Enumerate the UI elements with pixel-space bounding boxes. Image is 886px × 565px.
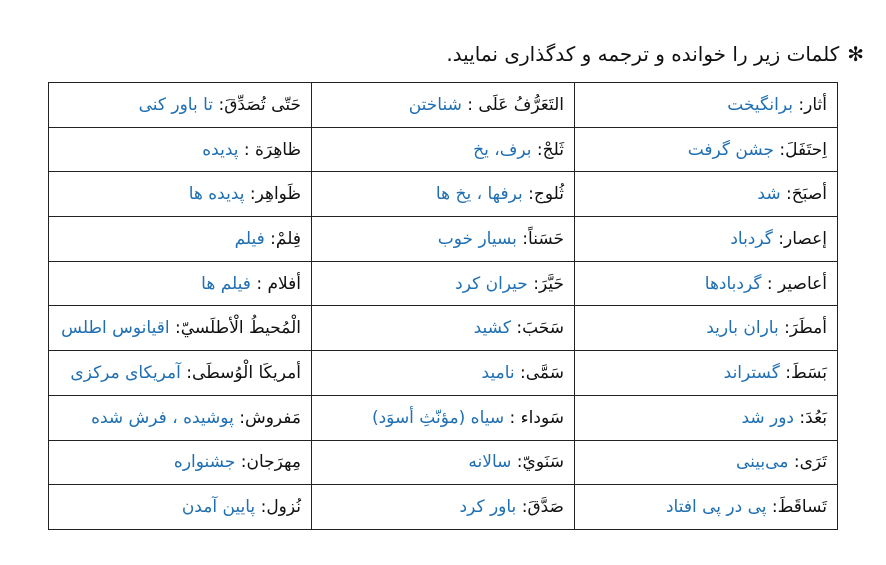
separator: : (504, 407, 521, 428)
persian-meaning: تا باور کنی (138, 94, 214, 115)
vocabulary-table (48, 82, 838, 530)
arabic-word: مِهرَجان (246, 452, 301, 473)
separator: : (772, 228, 784, 249)
asterisk-icon: ✻ (847, 42, 864, 66)
arabic-word: تَساقَطَ (777, 497, 827, 518)
vocab-cell (312, 351, 575, 396)
separator: : (779, 362, 791, 383)
vocab-cell (312, 395, 575, 440)
persian-meaning: پدیده (202, 139, 239, 160)
table-row (49, 395, 838, 440)
separator: : (774, 139, 786, 160)
separator: : (514, 362, 526, 383)
arabic-word: أعاصیر (778, 273, 827, 294)
separator: : (794, 407, 806, 428)
vocabulary-table-body (49, 83, 838, 530)
vocab-cell (575, 306, 838, 351)
arabic-word: مَفروش (244, 407, 301, 428)
instruction-line (446, 40, 864, 68)
arabic-word: اِحتَفَلَ (785, 139, 827, 160)
persian-meaning: پی در پی افتاد (665, 497, 767, 518)
arabic-word: سَمَّی (525, 362, 564, 383)
arabic-word: سَنَويّ (522, 452, 564, 473)
persian-meaning: پایین آمدن (181, 497, 256, 518)
arabic-word: حَسَناً (528, 228, 564, 249)
table-row (49, 440, 838, 485)
persian-meaning: پوشیده ، فرش شده (91, 407, 234, 428)
persian-meaning: نامید (481, 362, 515, 383)
separator: : (522, 184, 534, 205)
persian-meaning: جشنواره (173, 452, 236, 473)
vocab-cell (575, 127, 838, 172)
separator: : (255, 497, 267, 518)
arabic-word: التَعَرُّفُ عَلَی (478, 94, 564, 115)
arabic-word: حَتّی تُصَدِّقَ (224, 94, 301, 115)
arabic-word: ثَلجْ (542, 139, 564, 160)
separator: : (510, 318, 523, 339)
table-row (49, 351, 838, 396)
persian-meaning: باور کرد (459, 497, 517, 518)
persian-meaning: شد (757, 184, 781, 205)
persian-meaning: آمریکای مرکزی (70, 362, 181, 383)
vocab-cell (312, 261, 575, 306)
separator: : (180, 362, 193, 383)
persian-meaning: برانگیخت (727, 94, 794, 115)
persian-meaning: پدیده ها (188, 184, 245, 205)
vocab-cell (49, 261, 312, 306)
vocab-cell (49, 440, 312, 485)
persian-meaning: شناختن (408, 94, 462, 115)
table-row (49, 217, 838, 262)
table-row (49, 306, 838, 351)
separator: : (244, 184, 256, 205)
separator: : (511, 452, 523, 473)
table-row (49, 485, 838, 530)
vocab-cell (49, 83, 312, 128)
vocab-cell (575, 395, 838, 440)
arabic-word: حَیَّرَ (538, 273, 564, 294)
arabic-word: تَرَی (799, 452, 827, 473)
vocab-cell (312, 440, 575, 485)
separator: : (516, 228, 529, 249)
arabic-word: سَحَبَ (522, 318, 564, 339)
vocab-cell (312, 217, 575, 262)
vocab-cell (49, 172, 312, 217)
vocab-cell (575, 351, 838, 396)
arabic-word: سَوداء (520, 407, 564, 428)
separator: : (233, 407, 245, 428)
persian-meaning: می‌بینی (736, 452, 789, 473)
vocab-cell (575, 261, 838, 306)
arabic-word: أصبَحَ (791, 184, 827, 205)
vocab-cell (312, 127, 575, 172)
separator: : (527, 273, 539, 294)
separator: : (780, 184, 792, 205)
arabic-word: ثُلوج (533, 184, 564, 205)
arabic-word: الْمُحیطُ الْأطلَسيّ (180, 318, 301, 339)
arabic-word: أمطَرَ (789, 318, 827, 339)
separator: : (761, 273, 778, 294)
separator: : (766, 497, 778, 518)
table-row (49, 83, 838, 128)
vocab-cell (312, 306, 575, 351)
separator: : (461, 94, 479, 115)
persian-meaning: جشن گرفت (687, 139, 775, 160)
persian-meaning: باران بارید (706, 318, 779, 339)
separator: : (238, 139, 256, 160)
separator: : (788, 452, 800, 473)
persian-meaning: حیران کرد (455, 273, 528, 294)
persian-meaning: فیلم ها (201, 273, 251, 294)
arabic-word: أفلام (267, 273, 301, 294)
persian-meaning: بسیار خوب (437, 228, 517, 249)
arabic-word: أمريكَا الْوُسطَی (192, 362, 301, 383)
persian-meaning: سالانه (468, 452, 512, 473)
vocab-cell (575, 172, 838, 217)
separator: : (264, 228, 276, 249)
vocab-cell (312, 83, 575, 128)
vocab-cell (575, 440, 838, 485)
persian-meaning: برف، یخ (473, 139, 532, 160)
arabic-word: بَسَطَ (790, 362, 827, 383)
separator: : (531, 139, 543, 160)
vocab-cell (312, 172, 575, 217)
separator: : (793, 94, 805, 115)
persian-meaning: گستراند (723, 362, 780, 383)
separator: : (778, 318, 790, 339)
arabic-word: بَعُدَ (805, 407, 827, 428)
arabic-word: نُزول (266, 497, 301, 518)
persian-meaning: فیلم (234, 228, 265, 249)
table-row (49, 127, 838, 172)
persian-meaning: سیاه (مؤنّثِ أسوَد) (371, 407, 505, 428)
persian-meaning: گردبادها (704, 273, 762, 294)
persian-meaning: برفها ، یخ ها (435, 184, 523, 205)
vocab-cell (49, 217, 312, 262)
vocab-cell (49, 351, 312, 396)
separator: : (213, 94, 225, 115)
arabic-word: ظاهِرَة (255, 139, 301, 160)
persian-meaning: گردباد (730, 228, 773, 249)
persian-meaning: اقیانوس اطلس (61, 318, 170, 339)
arabic-word: إعصار (784, 228, 827, 249)
vocab-cell (49, 485, 312, 530)
vocab-cell (49, 306, 312, 351)
table-row (49, 261, 838, 306)
persian-meaning: دور شد (741, 407, 794, 428)
table-row (49, 172, 838, 217)
arabic-word: فِلمْ (275, 228, 301, 249)
vocab-cell (49, 127, 312, 172)
vocab-cell (312, 485, 575, 530)
vocab-cell (49, 395, 312, 440)
vocab-cell (575, 83, 838, 128)
vocab-cell (575, 485, 838, 530)
arabic-word: أثار (804, 94, 827, 115)
separator: : (516, 497, 528, 518)
separator: : (250, 273, 268, 294)
arabic-word: صَدَّقَ (527, 497, 564, 518)
separator: : (235, 452, 247, 473)
vocab-cell (575, 217, 838, 262)
persian-meaning: کشید (473, 318, 511, 339)
arabic-word: ظَواهِر (255, 184, 301, 205)
separator: : (169, 318, 181, 339)
instruction-text: کلمات زیر را خوانده و ترجمه و کدگذاری نمایید. (446, 42, 840, 66)
